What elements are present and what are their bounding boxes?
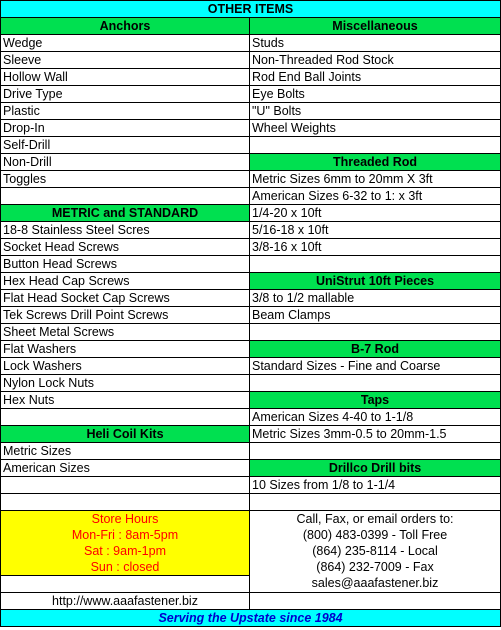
drillco-header: Drillco Drill bits — [250, 460, 501, 477]
empty-cell — [250, 494, 501, 511]
threaded-rod-header: Threaded Rod — [250, 154, 501, 171]
empty-cell — [250, 375, 501, 392]
taps-item: American Sizes 4-40 to 1-1/8 — [250, 409, 501, 426]
anchor-item: Drive Type — [1, 86, 250, 103]
anchor-item: Plastic — [1, 103, 250, 120]
heli-coil-item: Metric Sizes — [1, 443, 250, 460]
threaded-rod-item: Metric Sizes 6mm to 20mm X 3ft — [250, 171, 501, 188]
metric-standard-item: Hex Nuts — [1, 392, 250, 409]
metric-standard-item: Hex Head Cap Screws — [1, 273, 250, 290]
drillco-item: 10 Sizes from 1/8 to 1-1/4 — [250, 477, 501, 494]
footer-tagline: Serving the Upstate since 1984 — [1, 610, 501, 627]
taps-item: Metric Sizes 3mm-0.5 to 20mm-1.5 — [250, 426, 501, 443]
contact-line: (864) 232-7009 - Fax — [250, 559, 501, 576]
anchor-item: Non-Drill — [1, 154, 250, 171]
misc-item: Eye Bolts — [250, 86, 501, 103]
empty-cell — [250, 137, 501, 154]
empty-cell — [1, 409, 250, 426]
contact-line: (864) 235-8114 - Local — [250, 543, 501, 559]
contact-line: (800) 483-0399 - Toll Free — [250, 527, 501, 543]
unistrut-item: Beam Clamps — [250, 307, 501, 324]
sheet-title: OTHER ITEMS — [1, 1, 501, 18]
misc-item: "U" Bolts — [250, 103, 501, 120]
metric-standard-header: METRIC and STANDARD — [1, 205, 250, 222]
store-hours-line: Mon-Fri : 8am-5pm — [1, 527, 250, 543]
store-hours-line: Sat : 9am-1pm — [1, 543, 250, 559]
anchor-item: Hollow Wall — [1, 69, 250, 86]
taps-header: Taps — [250, 392, 501, 409]
heli-coil-item: American Sizes — [1, 460, 250, 477]
metric-standard-item: Socket Head Screws — [1, 239, 250, 256]
heli-coil-header: Heli Coil Kits — [1, 426, 250, 443]
store-hours-line: Sun : closed — [1, 559, 250, 576]
empty-cell — [250, 593, 501, 610]
anchor-item: Drop-In — [1, 120, 250, 137]
website-link[interactable]: http://www.aaafastener.biz — [1, 593, 250, 610]
empty-cell — [250, 443, 501, 460]
threaded-rod-item: American Sizes 6-32 to 1: x 3ft — [250, 188, 501, 205]
misc-item: Rod End Ball Joints — [250, 69, 501, 86]
contact-intro: Call, Fax, or email orders to: — [250, 511, 501, 528]
b7-rod-header: B-7 Rod — [250, 341, 501, 358]
metric-standard-item: Button Head Screws — [1, 256, 250, 273]
anchor-item: Sleeve — [1, 52, 250, 69]
b7-rod-item: Standard Sizes - Fine and Coarse — [250, 358, 501, 375]
empty-cell — [1, 576, 250, 593]
threaded-rod-item: 5/16-18 x 10ft — [250, 222, 501, 239]
contact-email[interactable]: sales@aaafastener.biz — [250, 576, 501, 593]
threaded-rod-item: 3/8-16 x 10ft — [250, 239, 501, 256]
metric-standard-item: 18-8 Stainless Steel Scres — [1, 222, 250, 239]
anchor-item: Toggles — [1, 171, 250, 188]
empty-cell — [250, 256, 501, 273]
empty-cell — [1, 188, 250, 205]
empty-cell — [250, 324, 501, 341]
metric-standard-item: Flat Washers — [1, 341, 250, 358]
empty-cell — [1, 477, 250, 494]
misc-item: Studs — [250, 35, 501, 52]
metric-standard-item: Nylon Lock Nuts — [1, 375, 250, 392]
misc-item: Non-Threaded Rod Stock — [250, 52, 501, 69]
metric-standard-item: Lock Washers — [1, 358, 250, 375]
misc-item: Wheel Weights — [250, 120, 501, 137]
metric-standard-item: Tek Screws Drill Point Screws — [1, 307, 250, 324]
anchors-header: Anchors — [1, 18, 250, 35]
metric-standard-item: Flat Head Socket Cap Screws — [1, 290, 250, 307]
anchor-item: Self-Drill — [1, 137, 250, 154]
store-hours-title: Store Hours — [1, 511, 250, 528]
misc-header: Miscellaneous — [250, 18, 501, 35]
empty-cell — [1, 494, 250, 511]
threaded-rod-item: 1/4-20 x 10ft — [250, 205, 501, 222]
unistrut-item: 3/8 to 1/2 mallable — [250, 290, 501, 307]
unistrut-header: UniStrut 10ft Pieces — [250, 273, 501, 290]
anchor-item: Wedge — [1, 35, 250, 52]
metric-standard-item: Sheet Metal Screws — [1, 324, 250, 341]
